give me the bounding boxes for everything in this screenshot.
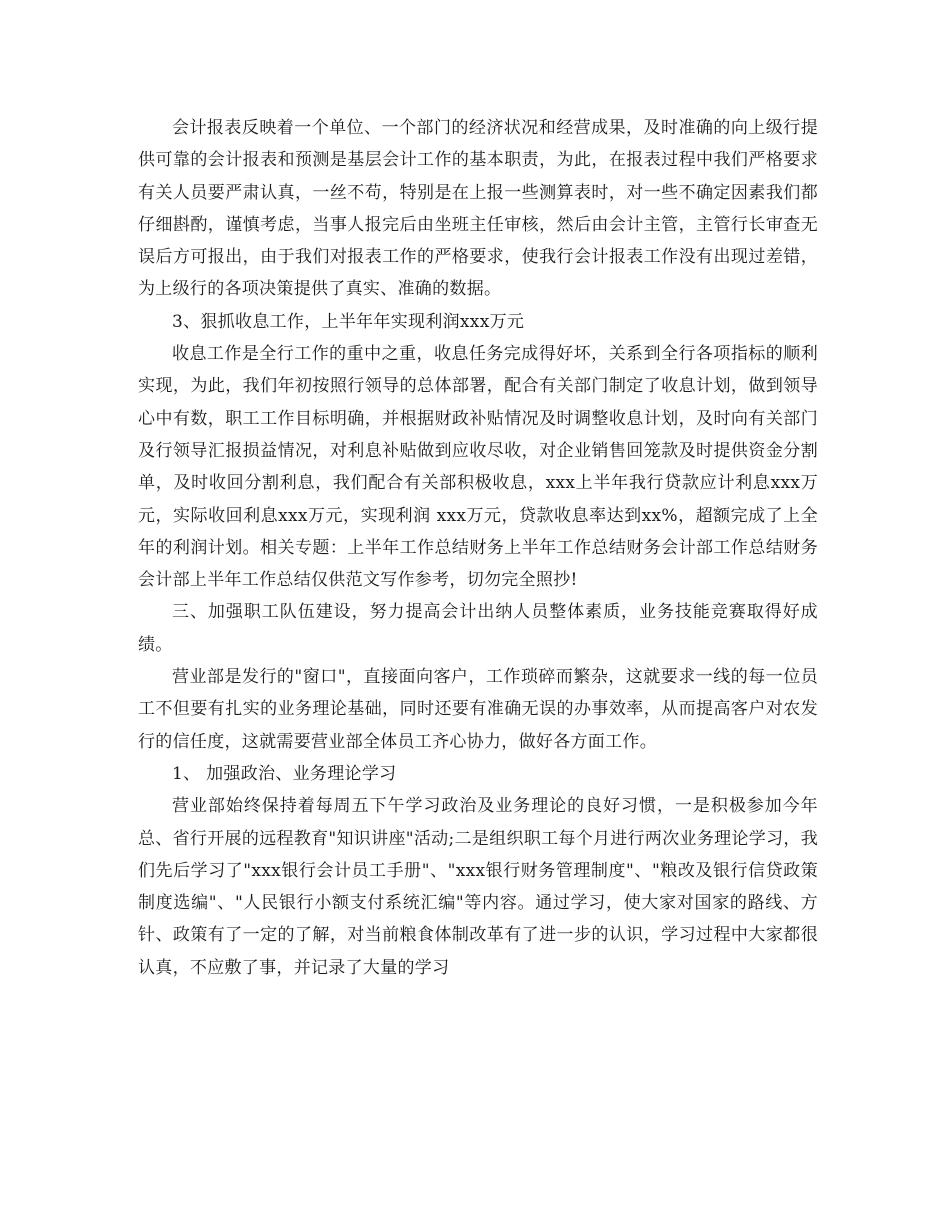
heading-interest-collection: 3、狠抓收息工作，上半年年实现利润xxx万元 (172, 311, 525, 332)
paragraph-report-duties: 会计报表反映着一个单位、一个部门的经济状况和经营成果，及时准确的向上级行提供可靠的会计报表和预测是基层会计工作的基本职责，为此，在报表过程中我们严格要求有关人员要严肃认真，一丝不苟，特别是在上报一些测算表时，对一些不确定因素我们都仔细斟酌，谨慎考虑，当事人报完后由坐班主任审核，然后由会计主管，主管行长审查无误后方可报出，由于我们对报表工作的严格要求，使我行会计报表工作没有出现过差错，为上级行的各项决策提供了真实、准确的数据。 (138, 118, 818, 300)
heading-team-building: 三、加强职工队伍建设，努力提高会计出纳人员整体素质，业务技能竞赛取得好成绩。 (138, 602, 818, 655)
document-body (138, 112, 818, 984)
paragraph-interest-collection: 收息工作是全行工作的重中之重，收息任务完成得好坏，关系到全行各项指标的顺利实现，为此，我们年初按照行领导的总体部署，配合有关部门制定了收息计划，做到领导心中有数，职工工作目标明确，并根据财政补贴情况及时调整收息计划，及时向有关部门及行领导汇报损益情况，对利息补贴做到应收尽收，对企业销售回笼款及时提供资金分割单，及时收回分割利息，我们配合有关部积极收息，xxx上半年我行贷款应计利息xxx万元，实际收回利息xxx万元，实现利润 xxx万元，贷款收息率达到xx%，超额完成了上全年的利润计划。相关专题：上半年工作总结财务上半年工作总结财务会计部工作总结财务会计部上半年工作总结仅供范文写作参考，切勿完全照抄! (138, 344, 818, 591)
paragraph-theory-study: 营业部始终保持着每周五下午学习政治及业务理论的良好习惯，一是积极参加今年总、省行开展的远程教育"知识讲座"活动;二是组织职工每个月进行两次业务理论学习，我们先后学习了"xxx银行会计员工手册"、"xxx银行财务管理制度"、"粮改及银行信贷政策制度选编"、"人民银行小额支付系统汇编"等内容。通过学习，使大家对国家的路线、方针、政策有了一定的了解，对当前粮食体制改革有了进一步的认识，学习过程中大家都很认真，不应敷了事，并记录了大量的学习 (138, 796, 818, 978)
heading-theory-study: 1、 加强政治、业务理论学习 (172, 763, 397, 784)
paragraph-business-window: 营业部是发行的"窗口"，直接面向客户，工作琐碎而繁杂，这就要求一线的每一位员工不但要有扎实的业务理论基础，同时还要有准确无误的办事效率，从而提高客户对农发行的信任度，这就需要营业部全体员工齐心协力，做好各方面工作。 (138, 667, 818, 752)
